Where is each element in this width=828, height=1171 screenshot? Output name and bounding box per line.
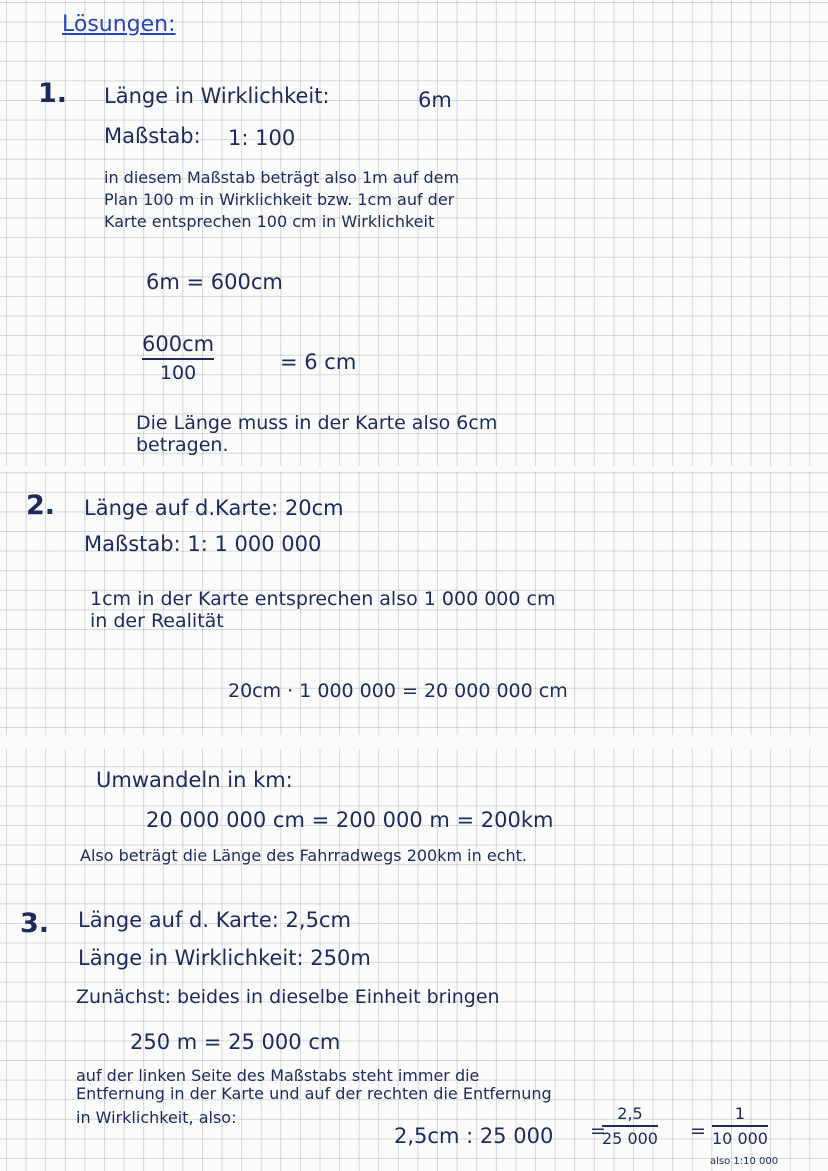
map-length: Länge auf d.Karte: 20cm [84,496,344,520]
conclusion-line: Die Länge muss in der Karte also 6cm [136,412,498,434]
explanation-line: in Wirklichkeit, also: [76,1108,237,1127]
fraction [712,1104,768,1148]
task-number: 2. [26,490,56,521]
conversion: 250 m = 25 000 cm [130,1030,341,1054]
ratio: 2,5cm : 25 000 [394,1124,554,1148]
task-number: 3. [20,908,50,939]
equals-sign: = [590,1120,606,1142]
explanation-line: in diesem Maßstab beträgt also 1m auf dem [104,168,460,187]
explanation-line: 1cm in der Karte entsprechen also 1 000 000 cm [90,588,556,610]
conclusion-line: betragen. [136,434,229,456]
explanation-line: in der Realität [90,610,224,632]
paper-gap [0,466,828,472]
paper-gap [0,735,828,749]
real-length-value: 6m [418,88,452,112]
equals-sign: = [690,1120,706,1142]
fraction [602,1104,658,1148]
conversion: 20 000 000 cm = 200 000 m = 200km [146,808,554,832]
fraction-denominator: 100 [159,362,197,384]
fraction-numerator: 1 [734,1104,746,1123]
conclusion: Also beträgt die Länge des Fahrradwegs 200km in echt. [80,846,527,865]
explanation-line: Entfernung in der Karte und auf der rechten die Entfernung [76,1084,552,1103]
fraction-bar [712,1125,768,1127]
scale: Maßstab: 1: 1 000 000 [84,532,322,556]
real-length: Länge in Wirklichkeit: 250m [78,946,371,970]
fraction-denominator: 25 000 [602,1129,658,1148]
scale-label: Maßstab: [104,124,201,148]
fraction-result: = 6 cm [280,350,357,374]
task-number: 1. [38,78,68,109]
calculation: 20cm · 1 000 000 = 20 000 000 cm [228,680,568,702]
fraction-bar [602,1125,658,1127]
fraction-numerator: 2,5 [617,1104,643,1123]
map-length: Länge auf d. Karte: 2,5cm [78,908,351,932]
step1: Zunächst: beides in dieselbe Einheit bringen [76,986,500,1008]
fraction-denominator: 10 000 [712,1129,768,1148]
fraction-numerator: 600cm [142,332,215,356]
final-result: also 1:10 000 [710,1156,779,1167]
conversion: 6m = 600cm [146,270,283,294]
page-title: Lösungen: [62,12,176,37]
fraction-bar [142,358,214,360]
real-length-label: Länge in Wirklichkeit: [104,84,330,108]
fraction [142,332,214,384]
convert-label: Umwandeln in km: [96,768,293,792]
explanation-line: Karte entsprechen 100 cm in Wirklichkeit [104,212,435,231]
scale-value: 1: 100 [228,126,296,150]
explanation-line: Plan 100 m in Wirklichkeit bzw. 1cm auf der [104,190,455,209]
explanation-line: auf der linken Seite des Maßstabs steht immer die [76,1066,480,1085]
